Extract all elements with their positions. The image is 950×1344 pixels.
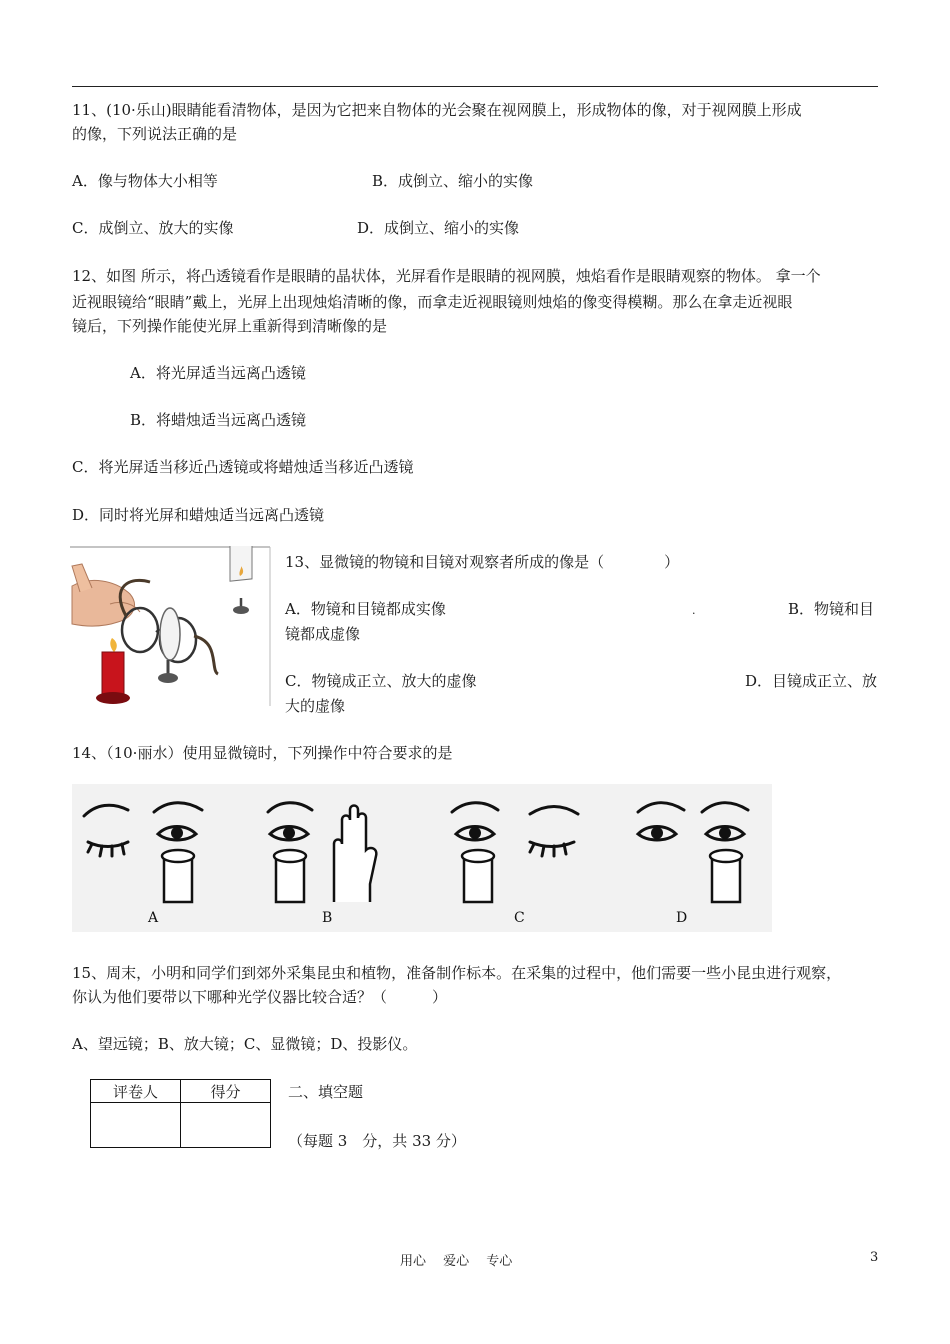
q13-option-b-line2: 镜都成虚像 (285, 625, 361, 643)
score-table-grader-header: 评卷人 (91, 1080, 181, 1103)
lens-candle-figure (70, 546, 272, 710)
q11-stem-line2: 的像，下列说法正确的是 (72, 125, 238, 143)
q14-stem: 14、（10·丽水）使用显微镜时，下列操作中符合要求的是 (72, 744, 453, 762)
footer-motto: 用心 爱心 专心 (400, 1254, 513, 1269)
page-number: 3 (870, 1250, 879, 1265)
q11-stem-line1: 11、(10·乐山)眼睛能看清物体，是因为它把来自物体的光会聚在视网膜上，形成物体的像，对于视网膜上形成 (72, 101, 802, 119)
stray-dot: . (692, 604, 696, 617)
section-title: 二、填空题 (288, 1083, 364, 1101)
q12-stem-line2: 近视眼镜给“眼睛”戴上，光屏上出现烛焰清晰的像，而拿走近视眼镜则烛焰的像变得模糊。那么在拿走近视眼 (72, 293, 793, 311)
q12-stem-line3: 镜后，下列操作能使光屏上重新得到清晰像的是 (72, 317, 388, 335)
figure-label-b: B (322, 910, 333, 926)
section-note: （每题 3 分，共 33 分） (288, 1132, 466, 1150)
q15-stem-line2: 你认为他们要带以下哪种光学仪器比较合适？（ ） (72, 988, 448, 1006)
score-table-score-header: 得分 (181, 1080, 271, 1103)
figure-label-c: C (514, 910, 525, 926)
q13-option-d-line2: 大的虚像 (285, 697, 346, 715)
q13-option-a: A．物镜和目镜都成实像 (285, 600, 446, 618)
q13-option-d-line1: D．目镜成正立、放 (745, 672, 878, 690)
header-rule (72, 86, 878, 87)
q15-options: A、望远镜；B、放大镜；C、显微镜；D、投影仪。 (72, 1035, 418, 1053)
q11-option-c: C．成倒立、放大的实像 (72, 219, 234, 237)
q13-option-b-line1: B．物镜和目 (788, 600, 875, 618)
microscope-eye-figure (72, 784, 772, 932)
figure-label-a: A (148, 910, 159, 926)
figure-label-d: D (676, 910, 688, 926)
q12-option-d: D．同时将光屏和蜡烛适当远离凸透镜 (72, 506, 325, 524)
q12-option-c: C．将光屏适当移近凸透镜或将蜡烛适当移近凸透镜 (72, 458, 414, 476)
score-table-score-cell (181, 1103, 271, 1148)
q11-option-b: B．成倒立、缩小的实像 (372, 172, 534, 190)
score-table (90, 1079, 271, 1148)
q12-stem-line1: 12、如图 所示，将凸透镜看作是眼睛的晶状体，光屏看作是眼睛的视网膜，烛焰看作是眼睛观察的物体。 拿一个 (72, 267, 821, 285)
q11-option-d: D．成倒立、缩小的实像 (357, 219, 520, 237)
q11-option-a: A．像与物体大小相等 (72, 172, 218, 190)
q13-option-c: C．物镜成正立、放大的虚像 (285, 672, 477, 690)
q12-option-a: A．将光屏适当远离凸透镜 (130, 364, 306, 382)
q12-option-b: B．将蜡烛适当远离凸透镜 (130, 411, 307, 429)
score-table-grader-cell (91, 1103, 181, 1148)
q13-stem: 13、显微镜的物镜和目镜对观察者所成的像是（ ） (285, 553, 680, 571)
q15-stem-line1: 15、周末，小明和同学们到郊外采集昆虫和植物，准备制作标本。在采集的过程中，他们需要一些小昆虫进行观察， (72, 964, 842, 982)
